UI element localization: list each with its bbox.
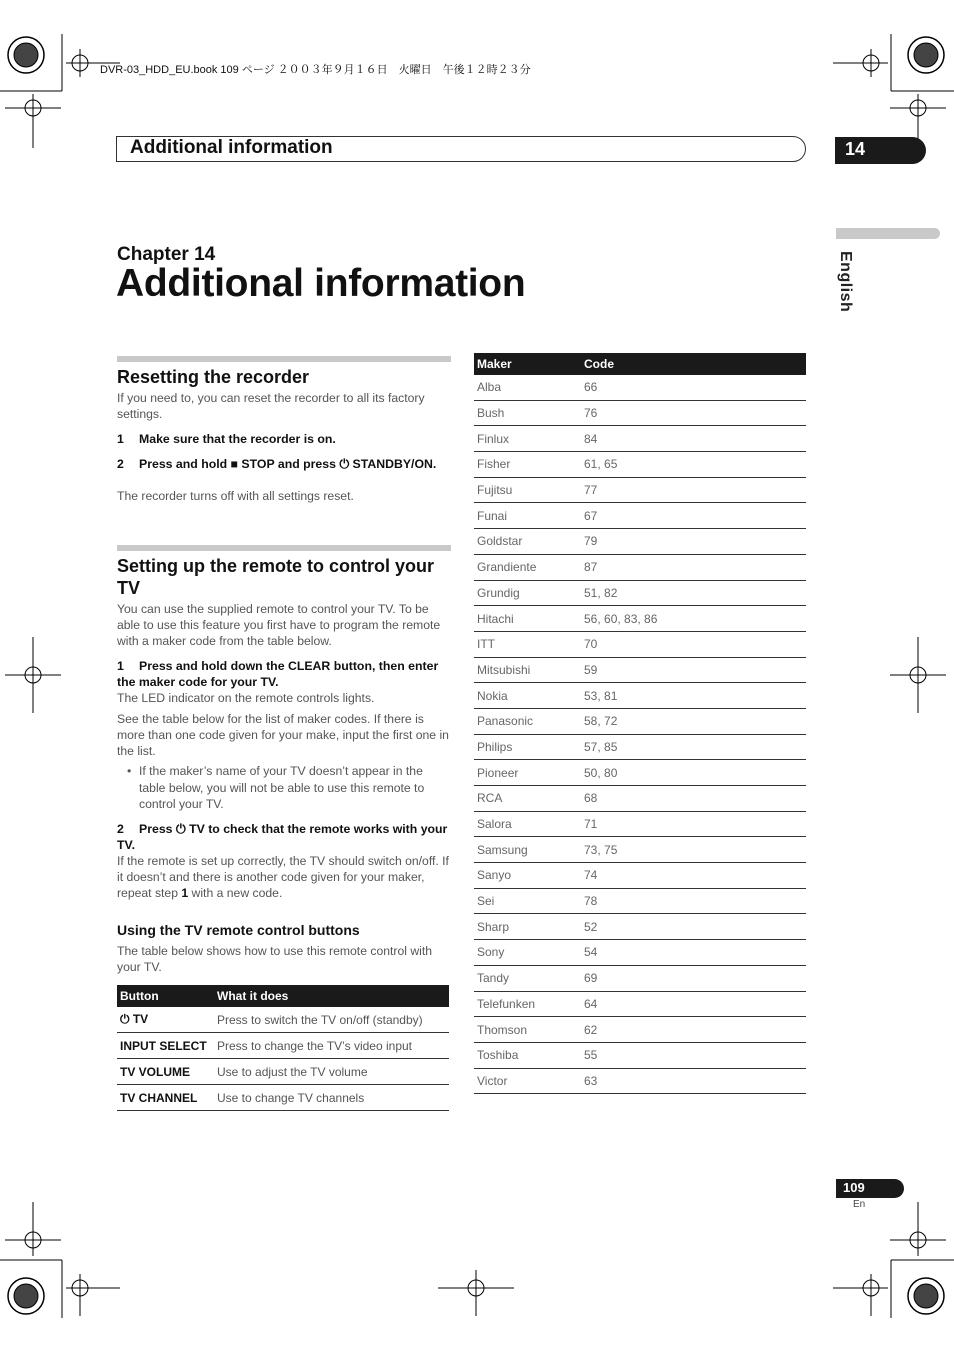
maker-code: 74 [581, 863, 806, 889]
setup-remote-step-2-note: If the remote is set up correctly, the TV should switch on/off. If it doesn’t and there is another code given for your maker, repeat step 1 with a new code. [117, 854, 449, 900]
table-row [474, 1068, 806, 1094]
table-header-row [117, 985, 449, 1007]
page-number: 109 [843, 1180, 865, 1195]
table-row [474, 529, 806, 555]
maker-name: Telefunken [474, 991, 581, 1017]
maker-code: 61, 65 [581, 452, 806, 478]
maker-code: 69 [581, 965, 806, 991]
table-row [474, 760, 806, 786]
section-rule [117, 545, 451, 551]
maker-code: 58, 72 [581, 708, 806, 734]
chapter-tab [835, 137, 926, 164]
maker-name: Fujitsu [474, 477, 581, 503]
button-description: Use to change TV channels [214, 1085, 449, 1111]
table-row [474, 940, 806, 966]
resetting-step-1: 1 Make sure that the recorder is on. [117, 432, 336, 446]
column-header-maker: Maker [474, 353, 581, 375]
setup-remote-intro: You can use the supplied remote to control your TV. To be able to use this feature you first have to program the remote with a maker code from the table below. [117, 602, 441, 648]
table-row [474, 708, 806, 734]
table-row [474, 888, 806, 914]
maker-name: Goldstar [474, 529, 581, 555]
table-header-row [474, 353, 806, 375]
language-tab-label: English [837, 251, 854, 313]
maker-name: RCA [474, 786, 581, 812]
maker-code: 63 [581, 1068, 806, 1094]
column-header-what-it-does: What it does [214, 985, 449, 1007]
tv-buttons-intro: The table below shows how to use this remote control with your TV. [117, 944, 433, 974]
maker-name: Salora [474, 811, 581, 837]
maker-name: Victor [474, 1068, 581, 1094]
maker-name: Hitachi [474, 606, 581, 632]
table-row [474, 786, 806, 812]
resetting-intro: If you need to, you can reset the recorder to all its factory settings. [117, 391, 425, 421]
maker-code: 50, 80 [581, 760, 806, 786]
chapter-label: Chapter 14 [117, 244, 216, 265]
resetting-step-2-note: The recorder turns off with all settings reset. [117, 489, 354, 503]
maker-code: 53, 81 [581, 683, 806, 709]
table-row [474, 606, 806, 632]
maker-code: 59 [581, 657, 806, 683]
table-row [474, 1017, 806, 1043]
page-title: Additional information [116, 262, 526, 305]
resetting-step-2: 2 Press and hold ■ STOP and press ⏻ STANDBY/ON. [117, 457, 437, 471]
maker-code: 76 [581, 400, 806, 426]
table-row [474, 477, 806, 503]
section-heading-setup-remote: Setting up the remote to control your TV [117, 556, 435, 598]
maker-code: 71 [581, 811, 806, 837]
running-header-title: Additional information [130, 137, 333, 158]
table-row [117, 1059, 449, 1085]
language-tab-bar [836, 228, 940, 239]
maker-name: Sanyo [474, 863, 581, 889]
table-row [474, 452, 806, 478]
table-row [474, 554, 806, 580]
maker-code-table [474, 353, 806, 1094]
maker-code: 77 [581, 477, 806, 503]
button-description: Press to change the TV’s video input [214, 1033, 449, 1059]
print-slug-line: DVR-03_HDD_EU.book 109 ページ ２００３年９月１６日 火曜日 午後１２時２３分 [100, 64, 531, 76]
table-row [474, 914, 806, 940]
button-name: INPUT SELECT [117, 1033, 214, 1059]
maker-code: 66 [581, 375, 806, 400]
maker-code: 51, 82 [581, 580, 806, 606]
maker-name: Sharp [474, 914, 581, 940]
maker-name: Bush [474, 400, 581, 426]
subsection-heading-tv-buttons: Using the TV remote control buttons [117, 922, 360, 938]
table-row [474, 375, 806, 400]
maker-name: Panasonic [474, 708, 581, 734]
table-row [474, 503, 806, 529]
maker-code: 57, 85 [581, 734, 806, 760]
table-row [474, 426, 806, 452]
table-row [474, 657, 806, 683]
table-row [474, 965, 806, 991]
maker-name: Thomson [474, 1017, 581, 1043]
page-number-badge [836, 1179, 904, 1198]
maker-code: 56, 60, 83, 86 [581, 606, 806, 632]
maker-code: 62 [581, 1017, 806, 1043]
setup-remote-bullet: • If the maker’s name of your TV doesn’t appear in the table below, you will not be able to use this remote to control your TV. [127, 764, 425, 811]
maker-name: Alba [474, 375, 581, 400]
maker-name: Sei [474, 888, 581, 914]
column-header-code: Code [581, 353, 806, 375]
maker-name: Finlux [474, 426, 581, 452]
maker-name: Toshiba [474, 1042, 581, 1068]
maker-code: 54 [581, 940, 806, 966]
maker-code: 70 [581, 631, 806, 657]
maker-name: ITT [474, 631, 581, 657]
tv-buttons-table [117, 985, 449, 1111]
maker-name: Fisher [474, 452, 581, 478]
setup-remote-step-1: 1 Press and hold down the CLEAR button, then enter the maker code for your TV. [117, 659, 439, 689]
page-language-code: En [853, 1199, 866, 1210]
table-row [474, 734, 806, 760]
table-row [474, 1042, 806, 1068]
table-row [474, 400, 806, 426]
maker-name: Mitsubishi [474, 657, 581, 683]
button-description: Press to switch the TV on/off (standby) [214, 1007, 449, 1033]
maker-name: Grundig [474, 580, 581, 606]
table-row [474, 837, 806, 863]
setup-remote-step-1-note: The LED indicator on the remote controls lights. [117, 691, 375, 705]
maker-code: 52 [581, 914, 806, 940]
maker-name: Samsung [474, 837, 581, 863]
button-name: ⏻ TV [117, 1007, 214, 1033]
maker-code: 68 [581, 786, 806, 812]
maker-name: Funai [474, 503, 581, 529]
table-row [474, 863, 806, 889]
maker-name: Sony [474, 940, 581, 966]
maker-name: Pioneer [474, 760, 581, 786]
maker-code: 64 [581, 991, 806, 1017]
table-row [474, 991, 806, 1017]
table-row [117, 1033, 449, 1059]
table-row [474, 811, 806, 837]
table-row [474, 631, 806, 657]
chapter-tab-number: 14 [845, 139, 866, 159]
table-row [474, 580, 806, 606]
setup-remote-step-1-para: See the table below for the list of maker codes. If there is more than one code given for your make, input the first one in the list. [117, 712, 449, 758]
maker-code: 55 [581, 1042, 806, 1068]
column-header-button: Button [117, 985, 214, 1007]
maker-name: Tandy [474, 965, 581, 991]
maker-code: 73, 75 [581, 837, 806, 863]
maker-name: Nokia [474, 683, 581, 709]
section-rule [117, 356, 451, 362]
maker-code: 67 [581, 503, 806, 529]
table-row [117, 1007, 449, 1033]
maker-code: 87 [581, 554, 806, 580]
maker-code: 84 [581, 426, 806, 452]
button-name: TV CHANNEL [117, 1085, 214, 1111]
setup-remote-step-2: 2 Press ⏻ TV to check that the remote works with your TV. [117, 822, 448, 852]
button-description: Use to adjust the TV volume [214, 1059, 449, 1085]
section-heading-resetting: Resetting the recorder [117, 367, 310, 387]
maker-code: 79 [581, 529, 806, 555]
maker-name: Grandiente [474, 554, 581, 580]
maker-code: 78 [581, 888, 806, 914]
maker-name: Philips [474, 734, 581, 760]
table-row [117, 1085, 449, 1111]
button-name: TV VOLUME [117, 1059, 214, 1085]
table-row [474, 683, 806, 709]
